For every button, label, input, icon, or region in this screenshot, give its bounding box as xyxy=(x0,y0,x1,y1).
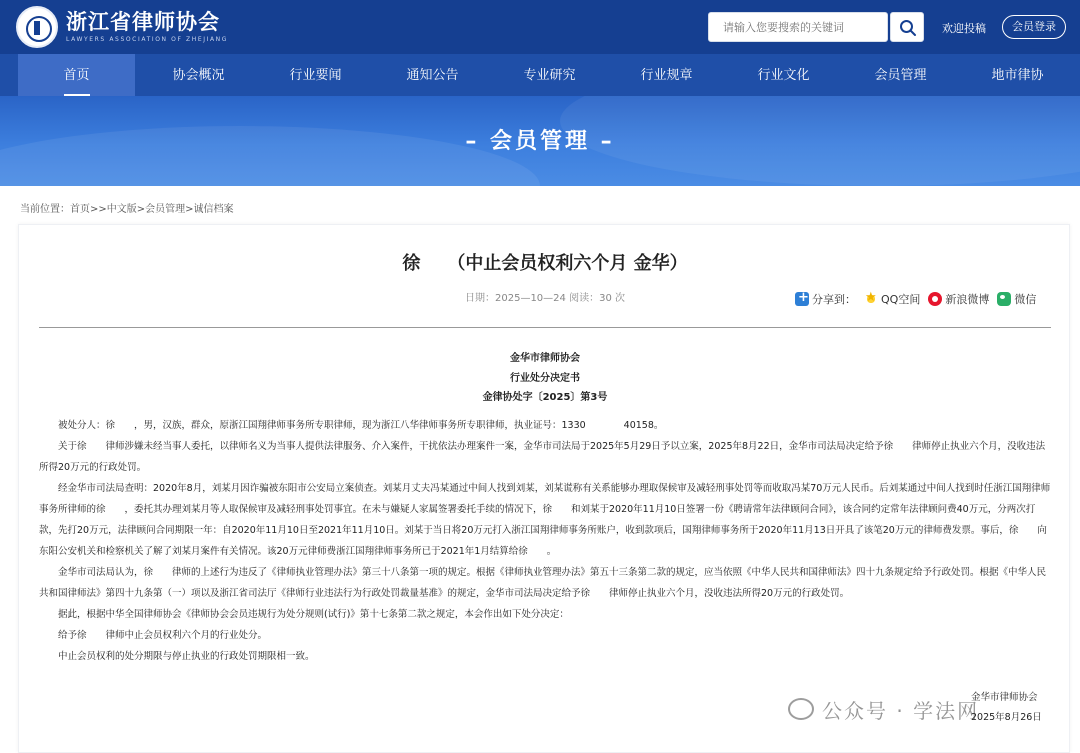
share-label: 分享到： xyxy=(812,293,856,306)
site-name: 浙江省律师协会 xyxy=(66,10,220,34)
paragraph: 经金华市司法局查明：2020年8月，刘某月因诈骗被东阳市公安局立案侦查。刘某月丈夫冯某通过中间人找到刘某，刘某谎称有关系能够办理取保候审及减轻刑事处罚等而收取冯某70万元人民币。后刘某通过中间人找到时任浙江国翔律师事务所律师的徐 ，委托其办理刘某月等人取保候审及减轻刑事处罚事宜。在未与嫌疑人家属签署委托手续的情况下，徐 和刘某于2020年11月10日签署一份《聘请常年法律顾问合同》，该合同约定常年法律顾问费40万元，分两次打款，先打20万元，法律顾问合同期限一年：自2020年11月10日至2021年11月10日。刘某于当日将20万元打入浙江国翔律师事务所账户，收到款项后，国翔律师事务所于2020年11月13日开具了该笔20万元的律师费发票。事后，徐 向东阳公安机关和检察机关了解了刘某月案件有关情况。该20万元律师费浙江国翔律师事务所已于2021年1月结算给徐 。 xyxy=(39,483,1051,557)
article-title: 徐 （中止会员权利六个月 金华） xyxy=(402,253,688,274)
breadcrumb[interactable]: 当前位置：首页>>中文版>会员管理>诚信档案 xyxy=(20,204,234,215)
paragraph: 金华市司法局认为，徐 律师的上述行为违反了《律师执业管理办法》第三十八条第一项的规定。根据《律师执业管理办法》第五十三条第二款的规定，应当依照《中华人民共和国律师法》四十九条规定给予行政处罚。根据《中华人民共和国律师法》第四十九条第（一）项以及浙江省司法厅《律师行业违法行为行政处罚裁量基准》的规定，金华市司法局决定给予徐 律师停止执业六个月，没收违法所得20万元的行政处罚。 xyxy=(39,567,1047,599)
nav-item-home[interactable]: 首页 xyxy=(18,54,135,96)
page-banner xyxy=(0,96,1080,186)
nav-item-notices[interactable]: 通知公告 xyxy=(406,68,459,83)
association-emblem-icon xyxy=(16,6,58,48)
site-logo[interactable] xyxy=(16,6,228,48)
doc-type: 行业处分决定书 xyxy=(510,373,580,384)
share-wechat[interactable]: 微信 xyxy=(997,291,1036,307)
paragraph: 给予徐 律师中止会员权利六个月的行业处分。 xyxy=(58,630,268,641)
nav-item-regulations[interactable]: 行业规章 xyxy=(640,68,693,83)
wechat-icon xyxy=(997,292,1011,306)
wechat-official-icon xyxy=(788,698,814,720)
nav-item-news[interactable]: 行业要闻 xyxy=(289,68,342,83)
weibo-icon xyxy=(928,292,942,306)
share-plus-icon xyxy=(795,292,809,306)
paragraph: 据此，根据中华全国律师协会《律师协会会员违规行为处分规则(试行)》第十七条第二款之规定，本会作出如下处分决定： xyxy=(58,609,569,620)
contribute-link[interactable]: 欢迎投稿 xyxy=(942,22,986,35)
watermark: 公众号 · 学法网 xyxy=(822,699,980,723)
nav-item-culture[interactable]: 行业文化 xyxy=(757,68,810,83)
doc-number: 金律协处字〔2025〕第3号 xyxy=(482,392,608,403)
search-input[interactable] xyxy=(709,13,887,41)
share-more[interactable] xyxy=(795,291,856,307)
doc-org: 金华市律师协会 xyxy=(510,353,580,364)
signature-date: 2025年8月26日 xyxy=(971,712,1042,723)
title-divider xyxy=(39,327,1051,328)
share-weibo[interactable]: 新浪微博 xyxy=(928,291,989,307)
nav-item-cities[interactable]: 地市律协 xyxy=(991,68,1044,83)
share-qzone[interactable]: ★ QQ空间 xyxy=(864,291,920,307)
member-login-button[interactable]: 会员登录 xyxy=(1002,15,1066,39)
search-button[interactable] xyxy=(890,12,924,42)
paragraph: 中止会员权利的处分期限与停止执业的行政处罚期限相一致。 xyxy=(58,651,315,662)
search-box xyxy=(708,12,888,42)
nav-item-research[interactable]: 专业研究 xyxy=(523,68,576,83)
search-icon xyxy=(899,19,917,37)
share-bar xyxy=(795,291,1044,307)
nav-item-members[interactable]: 会员管理 xyxy=(874,68,927,83)
qzone-icon xyxy=(864,292,878,306)
paragraph: 被处分人：徐 ，男，汉族，群众，原浙江国翔律师事务所专职律师，现为浙江八华律师事务所专职律师，执业证号：1330 40158。 xyxy=(58,420,664,431)
banner-title: – 会员管理 – xyxy=(465,129,615,154)
main-nav xyxy=(0,54,1080,96)
article-meta: 日期：2025—10—24 阅读：30 次 xyxy=(465,293,625,304)
paragraph: 关于徐 律师涉嫌未经当事人委托，以律师名义为当事人提供法律服务、介入案件，干扰依法办理案件一案，金华市司法局于2025年5月29日予以立案，2025年8月22日，金华市司法局决定给予徐 律师停止执业六个月，没收违法所得20万元的行政处罚。 xyxy=(39,441,1046,473)
site-name-en: LAWYERS ASSOCIATION OF ZHEJIANG xyxy=(66,36,229,43)
nav-item-about[interactable]: 协会概况 xyxy=(172,68,225,83)
signature-org: 金华市律师协会 xyxy=(971,692,1038,703)
article-panel xyxy=(18,224,1070,753)
